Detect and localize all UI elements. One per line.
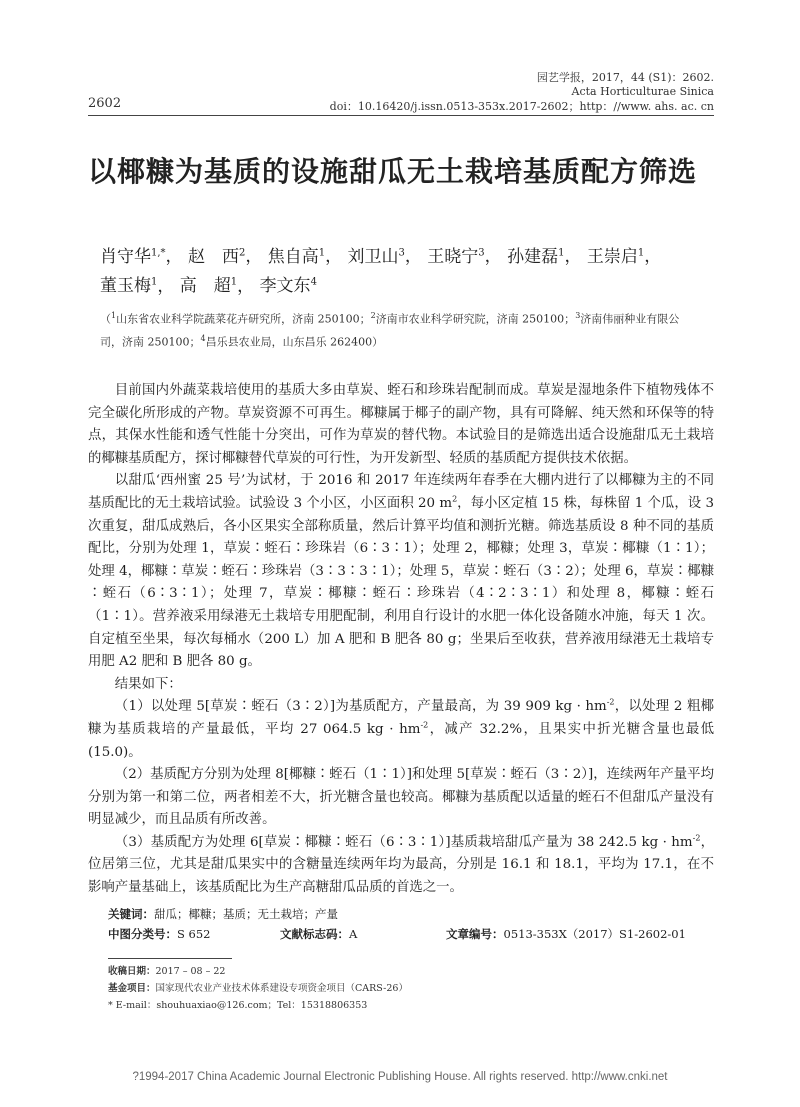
received-date: 收稿日期：2017 – 08 – 22 xyxy=(108,966,226,977)
abstract-body xyxy=(88,380,714,900)
journal-name-english: Acta Horticulturae Sinica xyxy=(571,85,714,98)
page-number: 2602 xyxy=(88,96,122,111)
footnote-rule xyxy=(108,958,232,959)
document-code: 文献标志码：A xyxy=(280,927,358,941)
keywords-label: 关键词： xyxy=(108,907,154,921)
author: 王崇启$^1$ xyxy=(586,246,645,267)
journal-citation: 园艺学报，2017，44 (S1)：2602. xyxy=(536,71,714,84)
funding: 基金项目：国家现代农业产业技术体系建设专项资金项目（CARS-26） xyxy=(108,983,408,994)
author: 肖守华$^{1,*}$ xyxy=(100,246,166,267)
author-line-2: 董玉梅$^1$， 高 超$^1$， 李文东$^4$ xyxy=(100,276,317,297)
keywords-text: 甜瓜；椰糠；基质；无土栽培；产量 xyxy=(154,907,338,921)
article-number: 文章编号：0513-353X（2017）S1-2602-01 xyxy=(446,927,686,941)
author: 赵 西$^2$ xyxy=(187,246,246,267)
author-list xyxy=(100,240,700,299)
paragraph-results-intro: 结果如下： xyxy=(114,676,182,692)
doi-line: doi：10.16420/j.issn.0513-353x.2017-2602；http：//www. ahs. ac. cn xyxy=(329,100,714,113)
paragraph-methods: 以甜瓜‘西州蜜 25 号’为试材，于 2016 和 2017 年连续两年春季在大棚内进行了以椰糠为主的不同基质配比的无土栽培试验。试验设 3 个小区，小区面积 20 $m^2$，每小区定植 15 株，每株留 1 个瓜，设 3 次重复，甜瓜成熟后，各小区果实全部称质量，然后计算平均值和测折光糖。筛选基质设 8 种不同的基质配比，分别为处理 1，草炭∶蛭石∶珍珠岩（6∶3∶1）；处理 2，椰糠；处理 3，草炭∶椰糠（1∶1）；处理 4，椰糠∶草炭∶蛭石∶珍珠岩（3∶3∶3∶1）；处理 5，草炭∶蛭石（3∶2）；处理 6，草炭∶椰糠∶蛭石（6∶3∶1）；处理 7，草炭∶椰糠∶蛭石∶珍珠岩（4∶2∶3∶1）和处理 8，椰糠∶蛭石（1∶1）。营养液采用绿港无土栽培专用肥配制，利用自行设计的水肥一体化设备随水冲施，每天 1 次。自定植至坐果，每次每桶水（200 L）加 A 肥和 B 肥各 80 g；坐果后至收获，营养液用绿港无土栽培专用肥 A2 肥和 B 肥各 80 g。 xyxy=(88,473,714,670)
affiliations: （$^1$山东省农业科学院蔬菜花卉研究所，济南 250100；$^2$济南市农业科学研究院，济南 250100；$^3$济南伟丽种业有限公司，济南 250100；$^4$昌乐县农业局，山东昌乐 262400） xyxy=(100,311,680,349)
paragraph-result-1: （1）以处理 5[草炭∶蛭石（3∶2）]为基质配方，产量最高，为 39 909 kg · $hm^{-2}$，以处理 2 粗椰糠为基质栽培的产量最低，平均 27 064.5 kg · $hm^{-2}$，减产 32.2%，且果实中折光糖含量也最低(15.0)。 xyxy=(88,697,715,760)
clc-number: 中图分类号：S 652 xyxy=(108,927,211,941)
paragraph-result-3: （3）基质配方为处理 6[草炭∶椰糠∶蛭石（6∶3∶1）]基质栽培甜瓜产量为 38 242.5 kg · $hm^{-2}$，位居第三位，尤其是甜瓜果实中的含糖量连续两年均为最高，分别是 16.1 和 18.1，平均为 17.1，在不影响产量基础上，该基质配比为生产高糖甜瓜品质的首选之一。 xyxy=(88,833,715,896)
author-line-1: 肖守华$^{1,*}$， 赵 西$^2$， 焦自高$^1$， 刘卫山$^3$， 王晓宁$^3$， 孙建磊$^1$， 王崇启$^1$， xyxy=(100,246,662,267)
author: 董玉梅$^1$ xyxy=(100,276,158,297)
author: 焦自高$^1$ xyxy=(267,246,326,267)
article-title: 以椰糠为基质的设施甜瓜无土栽培基质配方筛选 xyxy=(88,155,698,188)
author: 高 超$^1$ xyxy=(179,276,238,297)
author: 王晓宁$^3$ xyxy=(427,246,485,267)
paragraph-background: 目前国内外蔬菜栽培使用的基质大多由草炭、蛭石和珍珠岩配制而成。草炭是湿地条件下植物残体不完全碳化所形成的产物。草炭资源不可再生。椰糠属于椰子的副产物，具有可降解、纯天然和环保等的特点，其保水性能和透气性能十分突出，可作为草炭的替代物。本试验目的是筛选出适合设施甜瓜无土栽培的椰糠基质配方，探讨椰糠替代草炭的可行性，为开发新型、轻质的基质配方提供技术依据。 xyxy=(88,383,714,466)
author: 孙建磊$^1$ xyxy=(507,246,565,267)
header-rule xyxy=(88,115,714,116)
author: 李文东$^4$ xyxy=(259,276,317,297)
author: 刘卫山$^3$ xyxy=(347,246,405,267)
contact-email: * E-mail：shouhuaxiao@126.com；Tel：15318806353 xyxy=(108,1000,368,1011)
paragraph-result-2: （2）基质配方分别为处理 8[椰糠∶蛭石（1∶1）]和处理 5[草炭∶蛭石（3∶2）]，连续两年产量平均分别为第一和第二位，两者相差不大，折光糖含量也较高。椰糠为基质配以适量的蛭石不但甜瓜产量没有明显减少，而且品质有所改善。 xyxy=(88,767,714,828)
keywords xyxy=(108,904,698,924)
copyright-line: ?1994-2017 China Academic Journal Electronic Publishing House. All rights reserved. http://www.cnki.net xyxy=(132,1071,668,1083)
footnotes xyxy=(108,963,698,1014)
